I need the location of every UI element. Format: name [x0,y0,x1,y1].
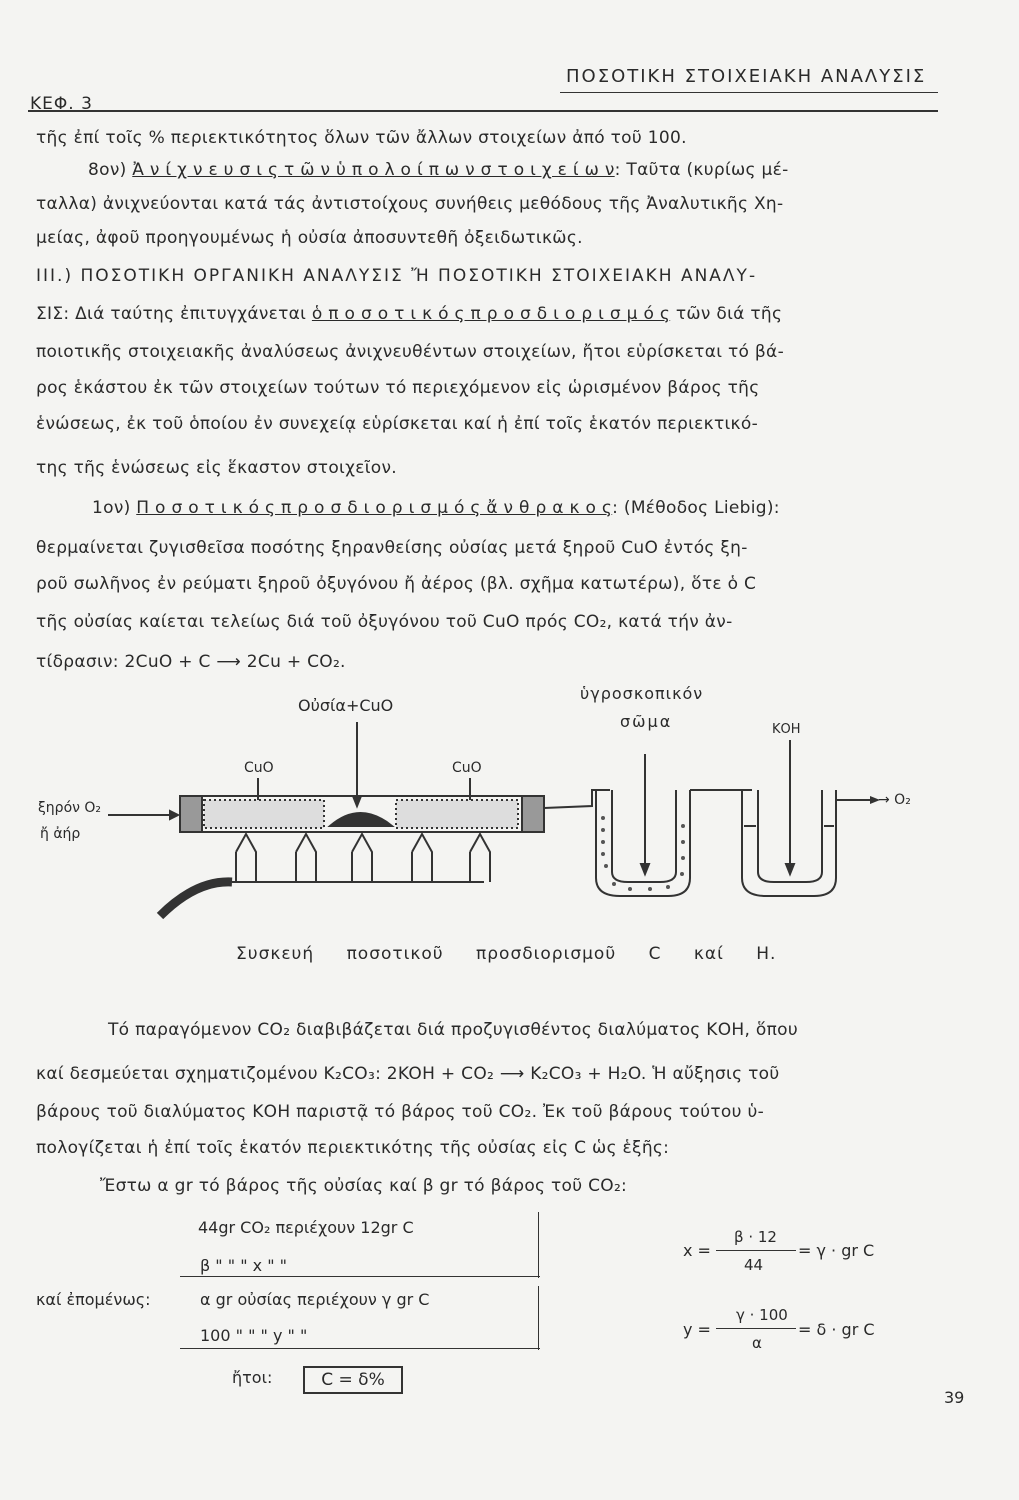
figure-caption: Συσκευή ποσοτικοῦ προσδιορισμοῦ C καί Η. [236,944,777,964]
proportion-row-1: 44gr CO₂ περιέχουν 12gr C [198,1218,414,1237]
tube-plug-left [180,796,202,832]
body-line: ροῦ σωλῆνος ἐν ρεύματι ξηροῦ ὀξυγόνου ἤ ἀέρος (βλ. σχῆμα κατωτέρω), ὅτε ὁ C [36,574,757,594]
proportion-label: καί ἐπομένως: [36,1290,151,1309]
section-heading: Π ο σ ο τ ι κ ό ς π ρ ο σ δ ι ο ρ ι σ μ ό ς ἄ ν θ ρ α κ ο ς [136,498,613,518]
cuo-packing-right [396,800,518,828]
proportion-row-3: α gr οὐσίας περιέχουν γ gr C [200,1290,430,1309]
formula-x-numerator: β · 12 [734,1228,777,1246]
running-title: ΠΟΣΟΤΙΚΗ ΣΤΟΙΧΕΙΑΚΗ ΑΝΑΛΥΣΙΣ [566,66,927,87]
label-cuo-right: CuO [452,760,482,776]
body-line: ταλλα) ἀνιχνεύονται κατά τάς ἀντιστοίχους συνήθεις μεθόδους τῆς Ἀναλυτικῆς Χη- [36,194,784,214]
connector-tube [544,790,610,808]
body-line: ρος ἑκάστου ἐκ τῶν στοιχείων τούτων τό περιεχόμενον εἰς ὡρισμένον βάρος τῆς [36,378,760,398]
gas-hose [160,882,232,916]
body-line: τῆς οὐσίας καίεται τελείως διά τοῦ ὀξυγόνου τοῦ CuO πρός CO₂, κατά τήν ἀν- [36,612,733,632]
fraction-bar [716,1328,796,1329]
body-line: Ἔστω α gr τό βάρος τῆς οὐσίας καί β gr τό βάρος τοῦ CO₂: [100,1176,628,1196]
fraction-bar [716,1250,796,1251]
body-line: της τῆς ἑνώσεως εἰς ἕκαστον στοιχεῖον. [36,458,397,478]
text-span: τῶν διά τῆς [670,304,783,324]
result-box: C = δ% [303,1366,403,1394]
body-line: Τό παραγόμενον CO₂ διαβιβάζεται διά προζυγισθέντος διαλύματος ΚΟΗ, ὅπου [108,1020,798,1040]
body-line: θερμαίνεται ζυγισθεῖσα ποσότης ξηρανθείσης οὐσίας μετά ξηροῦ CuO ἐντός ξη- [36,538,748,558]
enum-marker: 8ον) [88,160,133,180]
table-rule [180,1276,540,1277]
label-hygroscopic-2: σῶμα [620,712,673,731]
body-line: καί δεσμεύεται σχηματιζομένου K₂CO₃: 2KOH + CO₂ ⟶ K₂CO₃ + H₂O. Ἡ αὔξησις τοῦ [36,1064,780,1084]
text-span: : (Μέθοδος Liebig): [612,498,780,518]
body-line: πολογίζεται ἡ ἐπί τοῖς ἑκατόν περιεκτικότης τῆς οὐσίας εἰς C ὡς ἑξῆς: [36,1138,670,1158]
proportion-row-2: β " " " x " " [200,1256,287,1275]
burner [352,834,372,882]
reaction-line: τίδρασιν: 2CuO + C ⟶ 2Cu + CO₂. [36,652,346,672]
formula-x-rhs: = γ · gr C [798,1241,875,1260]
page-number: 39 [944,1388,965,1407]
formula-y-rhs: = δ · gr C [798,1320,875,1339]
label-inlet-gas: ξηρόν O₂ [38,800,102,816]
table-rule [180,1348,540,1349]
emphasis: ὁ π ο σ ο τ ι κ ό ς π ρ ο σ δ ι ο ρ ι σ μ ό ς [311,304,671,324]
label-substance: Οὐσία+CuO [298,696,394,715]
enum-marker: 1ον) [92,498,137,518]
burner [236,834,256,882]
label-inlet-air: ἤ ἀήρ [40,826,81,842]
cuo-packing-left [204,800,324,828]
body-line: ἑνώσεως, ἐκ τοῦ ὁποίου ἐν συνεχείᾳ εὑρίσκεται καί ἡ ἐπί τοῖς ἑκατόν περιεκτικό- [36,414,759,434]
text-span: : Ταῦτα (κυρίως μέ- [614,160,789,180]
formula-x-lhs: x = [683,1241,711,1260]
body-line: ποιοτικῆς στοιχειακῆς ἀναλύσεως ἀνιχνευθέντων στοιχείων, ἤτοι εὑρίσκεται τό βά- [36,342,785,362]
koh-pointer-head [786,864,794,874]
burners [236,834,490,882]
section-title: III.) ΠΟΣΟΤΙΚΗ ΟΡΓΑΝΙΚΗ ΑΝΑΛΥΣΙΣ Ἤ ΠΟΣΟΤΙΚΗ ΣΤΟΙΧΕΙΑΚΗ ΑΝΑΛΥ- [36,266,758,286]
formula-y-numerator: γ · 100 [736,1306,788,1324]
text-span: ΣΙΣ: Διά ταύτης ἐπιτυγχάνεται [36,304,312,324]
sample-pointer-head [353,796,361,806]
formula-y-denominator: α [752,1334,762,1352]
table-divider [538,1286,539,1350]
burner [470,834,490,882]
inlet-arrow-head [170,811,178,819]
chapter-label: ΚΕΦ. 3 [30,94,93,114]
label-hygroscopic: ὑγροσκοπικόν [580,684,704,703]
label-cuo-left: CuO [244,760,274,776]
body-line: τῆς ἐπί τοῖς % περιεκτικότητος ὅλων τῶν ἄλλων στοιχείων ἀπό τοῦ 100. [36,128,687,148]
label-outlet: → O₂ [878,792,911,808]
sample-boat [330,813,392,826]
result-label: ἤτοι: [232,1368,273,1387]
label-koh: ΚΟΗ [772,722,801,737]
proportion-row-4: 100 " " " y " " [200,1326,308,1345]
burner [412,834,432,882]
body-line: βάρους τοῦ διαλύματος ΚΟΗ παριστᾷ τό βάρος τοῦ CO₂. Ἐκ τοῦ βάρους τούτου ὑ- [36,1102,765,1122]
formula-y-lhs: y = [683,1320,711,1339]
body-line: μείας, ἀφοῦ προηγουμένως ἡ οὐσία ἀποσυντεθῆ ὀξειδωτικῶς. [36,228,583,248]
table-divider [538,1212,539,1278]
hygro-pointer-head [641,864,649,874]
formula-x-denominator: 44 [744,1256,764,1274]
section-heading: Ἀ ν ί χ ν ε υ σ ι ς τ ῶ ν ὑ π ο λ ο ί π ω ν σ τ ο ι χ ε ί ω ν [132,160,615,180]
tube-plug-right [522,796,544,832]
burner [296,834,316,882]
